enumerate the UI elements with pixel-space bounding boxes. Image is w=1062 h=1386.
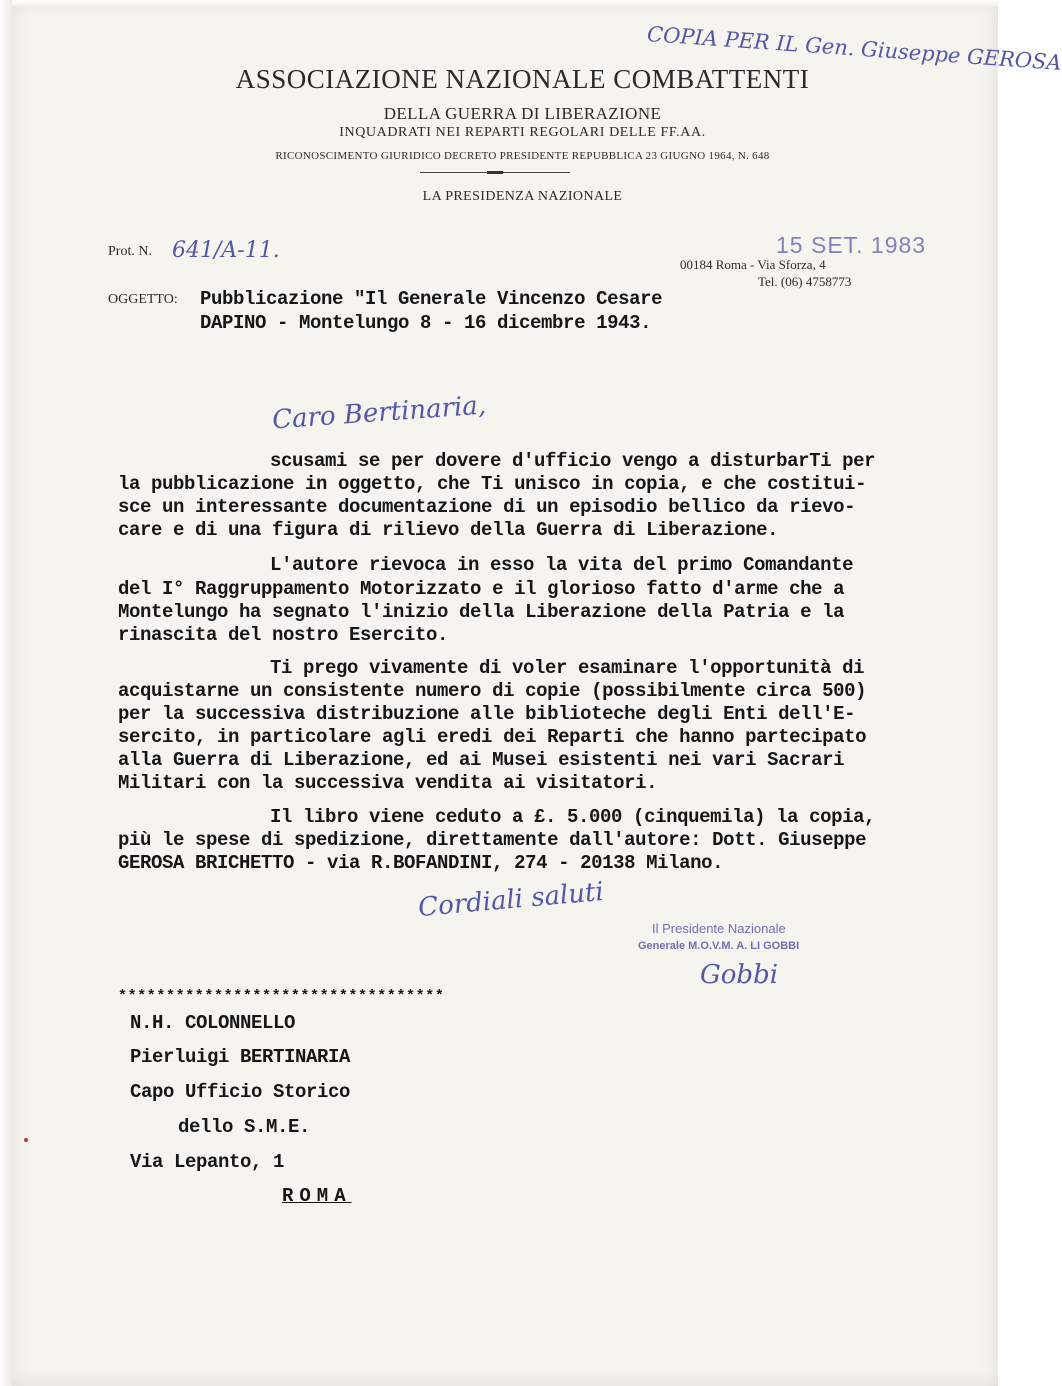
letterhead-subtitle-2: INQUADRATI NEI REPARTI REGOLARI DELLE FF.AA. [339,125,706,140]
body-line: alla Guerra di Liberazione, ed ai Musei esistenti nei vari Sacrari [118,749,845,771]
body-line: per la successiva distribuzione alle biblioteche degli Enti dell'E- [118,703,856,725]
body-line: care e di una figura di rilievo della Guerra di Liberazione. [118,519,779,541]
handwritten-salutation: Caro Bertinaria, [271,390,487,436]
subject-label: OGGETTO: [108,292,178,307]
subject-line-1: Pubblicazione "Il Generale Vincenzo Cesare [200,288,663,310]
body-line: sce un interessante documentazione di un episodio bellico da rievo- [118,496,856,518]
recipient-line-4: dello S.M.E. [178,1116,311,1138]
body-line: Ti prego vivamente di voler esaminare l'opportunità di [270,657,865,679]
body-line: scusami se per dovere d'ufficio vengo a disturbarTi per [270,450,876,472]
page-edge-left [0,0,12,1386]
handwritten-signature: Gobbi [700,960,779,990]
body-line: Montelungo ha segnato l'inizio della Liberazione della Patria e la [118,601,845,623]
protocol-number: 641/A-11. [172,238,280,263]
handwritten-closing: Cordiali saluti [417,876,605,924]
office-name: LA PRESIDENZA NAZIONALE [422,189,623,204]
letterhead-divider-mark [487,171,503,174]
date-stamp: 15 SET. 1983 [776,232,927,258]
body-line: Militari con la successiva vendita ai visitatori. [118,772,658,794]
signature-stamp-name: Generale M.O.V.M. A. LI GOBBI [638,940,800,952]
recipient-line-1: N.H. COLONNELLO [130,1012,296,1034]
letterhead-subtitle-1: DELLA GUERRA DI LIBERAZIONE [383,104,662,123]
legal-notice: RICONOSCIMENTO GIURIDICO DECRETO PRESIDENTE REPUBBLICA 23 GIUGNO 1964, N. 648 [275,150,770,162]
body-line: rinascita del nostro Esercito. [118,624,449,646]
body-line: GEROSA BRICHETTO - via R.BOFANDINI, 274 - 20138 Milano. [118,852,724,874]
handwritten-copy-note: COPIA PER IL Gen. Giuseppe GEROSA [646,22,1062,75]
body-line: sercito, in particolare agli eredi dei Reparti che hanno partecipato [118,726,867,748]
recipient-line-2: Pierluigi BERTINARIA [130,1046,351,1068]
page-edge-top [12,0,998,6]
signature-stamp-title: Il Presidente Nazionale [652,921,786,936]
margin-mark [24,1138,28,1142]
recipient-line-3: Capo Ufficio Storico [130,1081,351,1103]
body-line: la pubblicazione in oggetto, che Ti unisco in copia, e che costitui- [118,473,867,495]
recipient-line-5: Via Lepanto, 1 [130,1151,285,1173]
separator-asterisks: ********************************** [118,988,445,1005]
address-phone: Tel. (06) 4758773 [758,274,852,289]
body-line: acquistarne un consistente numero di copie (possibilmente circa 500) [118,680,867,702]
body-line: più le spese di spedizione, direttamente dall'autore: Dott. Giuseppe [118,829,867,851]
protocol-label: Prot. N. [108,244,152,259]
organization-name: ASSOCIAZIONE NAZIONALE COMBATTENTI [235,64,810,94]
subject-line-2: DAPINO - Montelungo 8 - 16 dicembre 1943. [200,312,652,334]
address-line-1: 00184 Roma - Via Sforza, 4 [680,257,826,272]
body-line: Il libro viene ceduto a £. 5.000 (cinquemila) la copia, [270,806,876,828]
recipient-city: ROMA [282,1185,352,1207]
body-line: L'autore rievoca in esso la vita del primo Comandante [270,554,854,576]
body-line: del I° Raggruppamento Motorizzato e il glorioso fatto d'arme che a [118,578,845,600]
